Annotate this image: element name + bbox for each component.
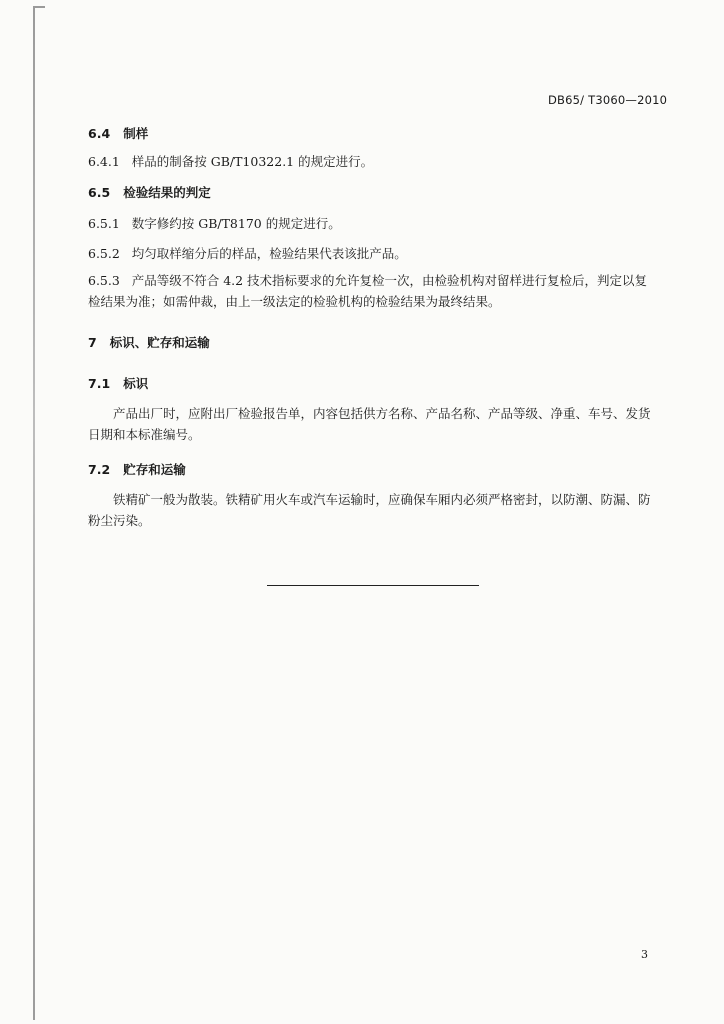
heading-7-1: [88, 374, 148, 392]
clause-6-5-1: [88, 214, 341, 232]
section-number: 7: [88, 335, 97, 350]
section-number: 6.4: [88, 126, 111, 141]
clause-text: 均匀取样缩分后的样品，检验结果代表该批产品。: [131, 246, 407, 261]
section-title: 贮存和运输: [123, 462, 186, 477]
section-title: 检验结果的判定: [123, 185, 211, 200]
paragraph-7-1: [88, 403, 660, 445]
paragraph-line-1: 产品出厂时，应附出厂检验报告单，内容包括供方名称、产品名称、产品等级、净重、车号、发货: [113, 406, 651, 421]
section-number: 7.1: [88, 376, 111, 391]
document-code: DB65/ T3060—2010: [548, 93, 668, 107]
end-divider: [267, 585, 479, 586]
clause-number: 6.5.3: [88, 273, 120, 288]
heading-6-4: [88, 124, 148, 142]
heading-7: [88, 333, 210, 351]
clause-text: 数字修约按 GB/T8170 的规定进行。: [131, 216, 341, 231]
clause-line-1: [88, 270, 660, 291]
section-title: 标识: [123, 376, 149, 391]
section-number: 6.5: [88, 185, 111, 200]
heading-7-2: [88, 460, 186, 478]
clause-number: 6.4.1: [88, 154, 120, 169]
scan-binding-corner: [33, 6, 45, 8]
section-title: 制样: [123, 126, 149, 141]
clause-text: 样品的制备按 GB/T10322.1 的规定进行。: [131, 154, 374, 169]
clause-6-5-3: [88, 270, 660, 312]
paragraph-line-2: 日期和本标准编号。: [88, 427, 201, 442]
paragraph-7-2: [88, 489, 660, 531]
paragraph-line-1: 铁精矿一般为散装。铁精矿用火车或汽车运输时，应确保车厢内必须严格密封，以防潮、防漏、防: [113, 492, 651, 507]
clause-line-2: 检结果为准；如需仲裁，由上一级法定的检验机构的检验结果为最终结果。: [88, 294, 501, 309]
scan-binding-edge: [33, 6, 35, 1020]
clause-text: 产品等级不符合 4.2 技术指标要求的允许复检一次，由检验机构对留样进行复检后，判定以复: [131, 273, 648, 288]
clause-6-4-1: [88, 152, 373, 170]
paragraph-line-2: 粉尘污染。: [88, 513, 151, 528]
clause-6-5-2: [88, 244, 407, 262]
clause-number: 6.5.1: [88, 216, 120, 231]
clause-number: 6.5.2: [88, 246, 120, 261]
section-title: 标识、贮存和运输: [109, 335, 210, 350]
page-number: 3: [641, 948, 648, 961]
heading-6-5: [88, 183, 211, 201]
section-number: 7.2: [88, 462, 111, 477]
